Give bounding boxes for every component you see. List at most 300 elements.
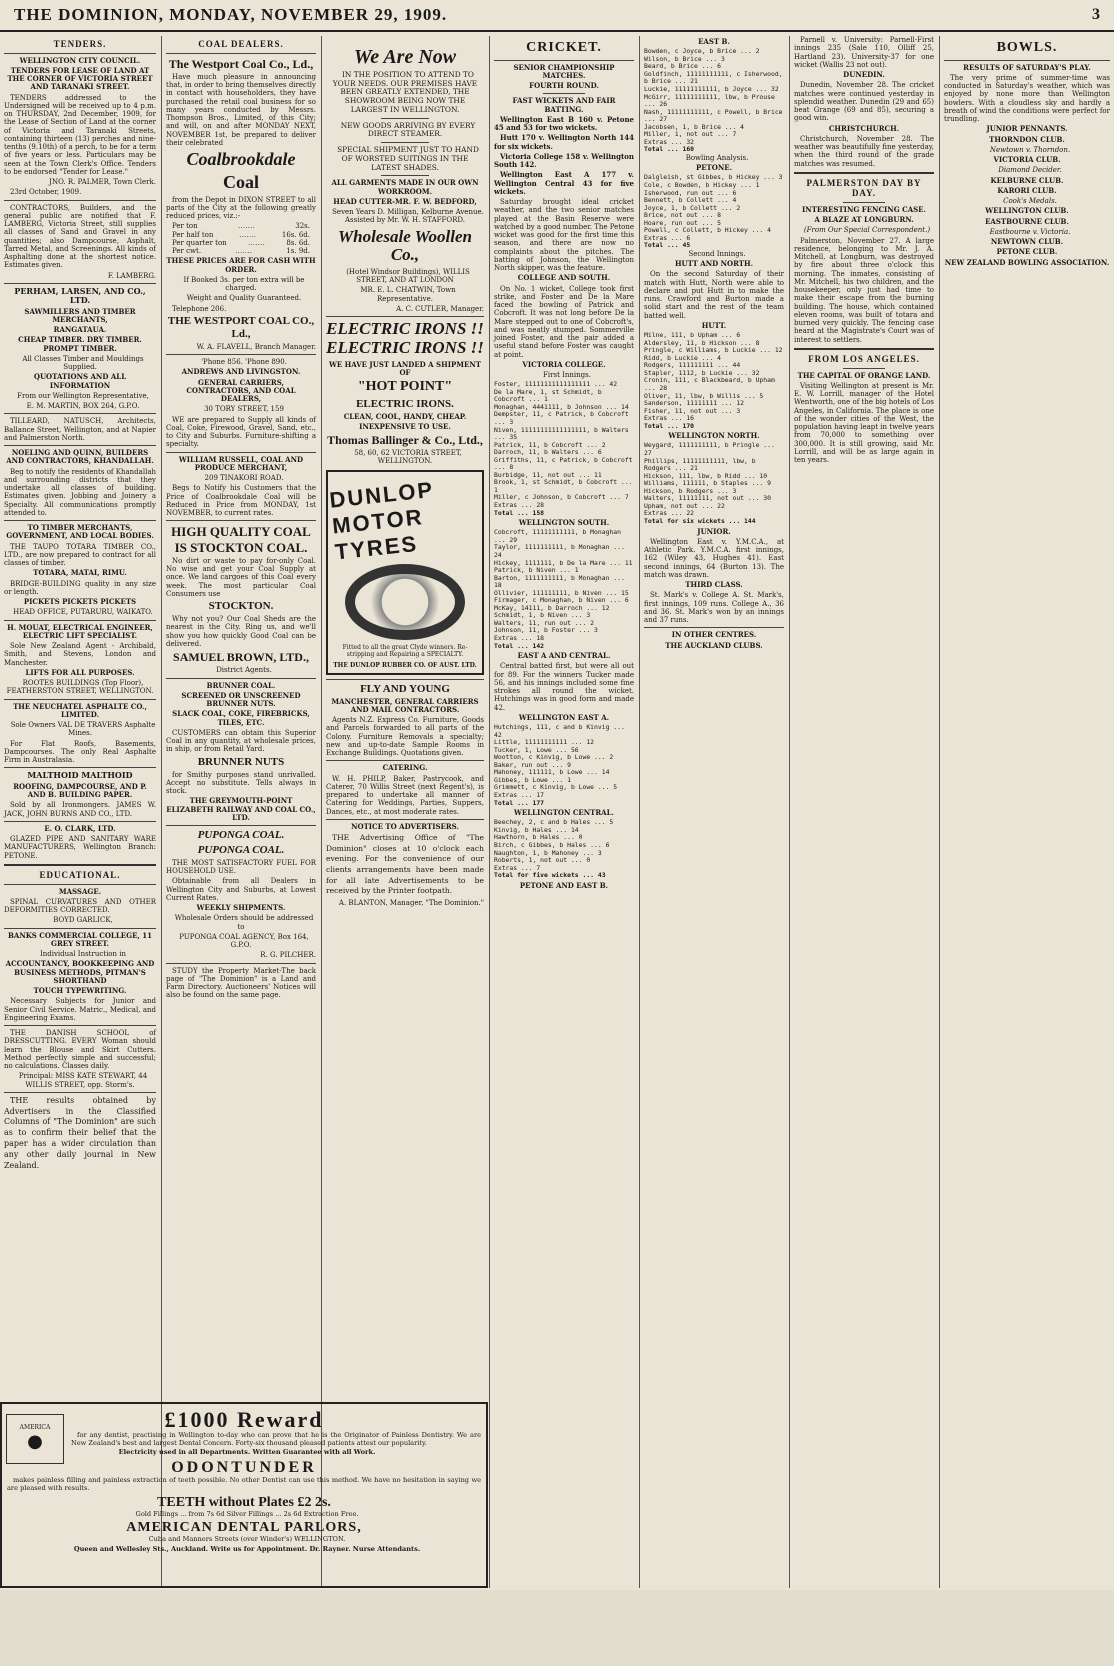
batting-row: Grimmett, c Kinvig, b Lowe ... 5 xyxy=(494,783,618,792)
page-bottom-margin xyxy=(0,1590,1114,1666)
council-heading: WELLINGTON CITY COUNCIL. xyxy=(19,55,141,65)
andrews-addr: 30 TORY STREET, 159 xyxy=(204,405,284,414)
victoria-club: VICTORIA CLUB. xyxy=(993,155,1061,165)
batting-row: Barton, 1111111111, b Monaghan ... 18 xyxy=(494,573,625,590)
hutt-north-heading: HUTT AND NORTH. xyxy=(674,259,754,269)
dunlop-caption: Fitted to all the great Clyde winners. Re-stripping and Repairing a SPECIALTY. xyxy=(342,643,468,658)
column-cricket xyxy=(490,36,638,1588)
masthead xyxy=(0,0,1114,32)
ballinger-title: Thomas Ballinger & Co., Ltd., xyxy=(327,433,483,448)
batting-row: Cole, c Bowden, b Hickey ... 1 xyxy=(644,180,760,189)
to-timber: TO TIMBER MERCHANTS, GOVERNMENT, AND LOCAL BODIES. xyxy=(6,523,154,541)
dressmaking-sign: Principal: MISS KATE STEWART, 44 WILLIS STREET, opp. Storm's. xyxy=(18,1072,148,1089)
batting-row: Brice, not out ... 8 xyxy=(644,211,721,220)
batting-row: Griffiths, 11, c Patrick, b Cobcroft ... 8 xyxy=(494,455,633,472)
spinal-body: SPINAL CURVATURES AND OTHER DEFORMITIES CORRECTED. xyxy=(4,897,156,915)
hot-point: "HOT POINT" xyxy=(357,379,453,395)
massage-heading: MASSAGE. xyxy=(58,886,102,896)
batting-row: Mahoney, 111111, b Lowe ... 14 xyxy=(494,768,610,777)
westport2-manager: W. A. FLAVELL, Branch Manager. xyxy=(196,342,316,351)
wellington-club: WELLINGTON CLUB. xyxy=(985,206,1069,216)
hutt-north-body: On the second Saturday of their match with Hutt, North were able to declare and put Hutt in to make the runs. Crawford and Burton made a solid start and the rest of the team batted well. xyxy=(644,270,784,320)
batting-row: Cronin, 111, c Blackbeard, b Upham ... 28 xyxy=(644,376,775,392)
kelburne-club: KELBURNE CLUB. xyxy=(990,175,1064,185)
east-central-heading: EAST A AND CENTRAL. xyxy=(517,651,611,661)
lease-body: TENDERS addressed to the Undersigned will be received up to 4 p.m. on THURSDAY, 2nd December, 1909, for the Lease of Section of Land at the corner of Victoria and Taranaki Streets, containing thirteen (13) perches and nine-tenths (9.10th) of a perch, to be for a term of five years or less. Particulars may be seen at the Town Clerk's Office. Tenders to be endorsed "Tender for Lease." xyxy=(4,93,156,176)
sawmillers-heading: SAWMILLERS AND TIMBER MERCHANTS, xyxy=(24,306,136,324)
touch-body: Necessary Subjects for Junior and Senior Civil Service. Matric., Medical, and Engineering Exams. xyxy=(4,997,156,1022)
pickets: PICKETS PICKETS PICKETS xyxy=(23,597,137,607)
batting-row: Taylor, 1111111111, b Monaghan ... 24 xyxy=(494,543,625,559)
dunedin-body: Dunedin, November 28. The cricket matches were continued yesterday in splendid weather. Dunedin (29 and 65) beat Grange (69 and 85), securing a good win. xyxy=(794,81,934,123)
special-shipment: SPECIAL SHIPMENT JUST TO HAND OF WORSTED SUITINGS IN THE LATEST SHADES. xyxy=(337,145,479,172)
blaze-heading: A BLAZE AT LONGBURN. xyxy=(814,215,914,225)
all-classes: All Classes Timber and Mouldings Supplied. xyxy=(22,354,144,372)
quotations-rep: E. M. MARTIN, BOX 264, G.P.O. xyxy=(26,402,140,411)
rangataua: RANGATAUA. xyxy=(53,325,107,335)
batting-row: Powell, c Collett, b Hickey ... 4 xyxy=(644,226,771,235)
la-body: Visiting Wellington at present is Mr. E. W. Lorrill, manager of the Hotel Wentworth, one of the big hotels of Los Angeles, in California. The place is one of the wonder cities of the West, the population having leapt in twelve years from 70,000 to something over 300,000. It is still growing, said Mr. Lorrill, and will be as large again in ten years. xyxy=(794,381,934,465)
electric-irons-title: ELECTRIC IRONS !! ELECTRIC IRONS !! xyxy=(326,319,484,357)
score-summary: Hutt 170 v. Wellington North 144 for six wickets. xyxy=(494,133,634,151)
batting-row: Beechey, 2, c and b Hales ... 5 xyxy=(494,818,614,827)
accountancy: ACCOUNTANCY, BOOKKEEPING AND BUSINESS METHODS, PITMAN'S SHORTHAND xyxy=(5,959,155,985)
newtown-club: NEWTOWN CLUB. xyxy=(990,237,1064,247)
taupo-sign: HEAD OFFICE, PUTARURU, WAIKATO. xyxy=(13,608,153,617)
batting-row: Extras ... 28 xyxy=(494,501,545,510)
coal-title: Coal xyxy=(223,171,259,192)
puponga-agency: PUPONGA COAL AGENCY, Box 164, G.P.O. xyxy=(179,932,309,950)
andrews-sub: GENERAL CARRIERS, CONTRACTORS, AND COAL DEALERS, xyxy=(186,377,296,404)
coalbrookdale-title: Coalbrookdale xyxy=(186,149,296,170)
batting-row: Oliver, 11, lbw, b Willis ... 5 xyxy=(644,391,764,400)
wholesale-woollen-title: Wholesale Woollen Co., xyxy=(338,226,472,265)
batting-row: Walters, 11, run out ... 2 xyxy=(494,618,595,627)
batting-row: Hickson, 111, lbw, b Ridd ... 10 xyxy=(644,471,768,480)
spinal-sign: BOYD GARLICK, xyxy=(53,916,113,925)
batting-row: Extras ... 7 xyxy=(494,863,541,872)
fast-wickets: FAST WICKETS AND FAIR BATTING. xyxy=(512,96,616,114)
batting-card xyxy=(494,819,634,879)
price-row: Per cwt. ....... 1s. 9d. xyxy=(172,247,310,256)
batting-total: Total for six wickets ... 144 xyxy=(644,516,756,525)
ballinger-addr: 58, 60, 62 VICTORIA STREET, WELLINGTON. xyxy=(354,449,462,466)
reward-line1: for any dentist, practising in Wellington to-day who can prove that he is the Originator of Painless Dentistry. We are New Zealand's best and largest Dental Concern. Forty-six thousand pleased patients attest our popularity. xyxy=(71,1431,481,1447)
electric-irons: ELECTRIC IRONS. xyxy=(356,397,454,410)
batting-row: Birch, c Gibbes, b Hales ... 6 xyxy=(494,841,610,850)
bridge-body: BRIDGE-BUILDING quality in any size or length. xyxy=(4,579,156,596)
high-quality-body: No dirt or waste to pay for-only Coal. No wise and get your Coal Supply at once. We land cargoes of this Coal every week. The most particular Coal Consumers use xyxy=(166,556,316,598)
america-badge xyxy=(6,1414,64,1464)
palm-from: (From Our Special Correspondent.) xyxy=(803,226,931,235)
college-south-body: On No. 1 wicket, College took first strike, and Foster and De la Mare faced the bowling of Patrick and Cobcroft. It was not long before De la Mare stepped out to one of Cobcroft's, and was neatly stumped. Sommerville joined Foster, and the pair added a useful stand before Foster was caught at point. xyxy=(494,284,634,359)
westport-title: The Westport Coal Co., Ld., xyxy=(168,56,314,71)
bowling-analysis: Bowling Analysis. xyxy=(685,153,749,162)
american-addr: Cuba and Manners Streets (over Winder's) WELLINGTON. xyxy=(148,1535,346,1544)
dunlop-company: THE DUNLOP RUBBER CO. OF AUST. LTD. xyxy=(333,661,477,669)
newtown-thorndon: Newtown v. Thorndon. xyxy=(989,145,1071,154)
batting-row: Hickey, 1111111, b De la Mare ... 11 xyxy=(494,558,633,567)
batting-total: Total ... 160 xyxy=(644,145,695,154)
third-class-body: St. Mark's v. College A. St. Mark's, first innings, 109 runs. College A., 36 and 36. St. Mark's won by an innings and 37 runs. xyxy=(644,591,784,624)
batting-row: Joyce, 1, b Collett ... 2 xyxy=(644,203,741,212)
eastbourne-club: EASTBOURNE CLUB. xyxy=(985,216,1069,226)
batting-row: McGirr, 11111111111, lbw, b Prouse ... 26 xyxy=(644,92,775,109)
batting-row: Extras ... 32 xyxy=(644,137,695,146)
telephone: Telephone 206. xyxy=(172,304,227,313)
fly-body: Agents N.Z. Express Co. Furniture, Goods and Parcels forwarded to all parts of the Colony. Furniture Removals a specialty; new and up-to-date Sample Rooms in Exchange Buildings. Quotations given. xyxy=(326,716,484,758)
diamond-decider: Diamond Decider. xyxy=(998,166,1062,175)
taupo-body: THE TAUPO TOTARA TIMBER CO., LTD., are now prepared to contract for all classes of timber. xyxy=(4,542,156,568)
russell-title: WILLIAM RUSSELL, COAL AND PRODUCE MERCHANT, xyxy=(178,454,304,472)
score-summary: Victoria College 158 v. Wellington South 142. xyxy=(494,151,634,170)
batting-row: Schmidt, 1, b Niven ... 3 xyxy=(494,611,591,620)
tyre-icon xyxy=(345,564,465,640)
puponga-title-2: PUPONGA COAL. xyxy=(197,844,285,857)
junior-pennants: JUNIOR PENNANTS. xyxy=(986,124,1068,134)
price-row: Per quarter ton ....... 8s. 6d. xyxy=(172,238,310,247)
puponga-title: PUPONGA COAL. xyxy=(197,829,285,842)
brunner-coal: BRUNNER COAL. xyxy=(206,680,276,690)
batting-row: Goldfinch, 11111111111, c Isherwood, b Brice ... 21 xyxy=(644,69,783,86)
section-heading-cricket: CRICKET. xyxy=(526,40,602,55)
batting-row: Milne, 111, b Upham ... 6 xyxy=(644,331,741,340)
column-bowls xyxy=(940,36,1114,1588)
batting-card xyxy=(644,332,784,430)
contractors-sign: F. LAMBERG. xyxy=(107,271,156,280)
batting-total: Total ... 170 xyxy=(644,421,695,430)
eastbourne-victoria: Eastbourne v. Victoria. xyxy=(989,227,1071,236)
score-summary: Wellington East B 160 v. Petone 45 and 53 for two wickets. xyxy=(494,114,634,133)
score-summary: Wellington East A 177 v. Wellington Central 43 for five wickets. xyxy=(494,170,634,196)
batting-total: Total ... 158 xyxy=(494,508,545,517)
section-heading-coal: COAL DEALERS. xyxy=(198,39,284,49)
brunner-nuts-body: for Smithy purposes stand unrivalled. Accept no substitute. Tells always in stock. xyxy=(166,770,316,796)
new-goods: NEW GOODS ARRIVING BY EVERY DIRECT STEAMER. xyxy=(340,120,476,139)
clean-cool: CLEAN, COOL, HANDY, CHEAP. xyxy=(343,411,467,421)
batting-row: De la Mare, 1, st Schmidt, b Cobcroft ... 1 xyxy=(494,387,602,404)
wea-heading: WELLINGTON EAST A. xyxy=(518,712,610,722)
batting-row: Bowden, c Joyce, b Brice ... 2 xyxy=(644,47,760,56)
results-body: The very prime of summer-time was conducted in Saturday's weather, which was enjoyed by none more than Wellington bowlers. With a cloudless sky and hardly a breath of wind the conditions were perfect for trundling. xyxy=(944,73,1110,124)
glazed-body: GLAZED PIPE AND SANITARY WARE MANUFACTURERS, Wellington Branch: PETONE. xyxy=(4,835,156,860)
lease-date: 23rd October, 1909. xyxy=(10,188,82,197)
petone-heading: PETONE. xyxy=(695,163,733,173)
batting-card xyxy=(644,48,784,154)
petone-east-heading: PETONE AND EAST B. xyxy=(519,880,609,890)
weekly-shipments: WEEKLY SHIPMENTS. xyxy=(196,903,286,913)
newspaper-title: THE DOMINION, MONDAY, NOVEMBER 29, 1909. xyxy=(14,5,448,24)
batting-row: Williams, 111111, b Staples ... 9 xyxy=(644,479,771,488)
batting-row: McKay, 14111, b Darroch ... 12 xyxy=(494,603,610,612)
column-ads xyxy=(322,36,488,1400)
dental-reward-ad xyxy=(0,1402,488,1588)
touch-typewriting: TOUCH TYPEWRITING. xyxy=(33,986,127,996)
batting-row: Johnson, 11, b Foster ... 3 xyxy=(494,626,598,635)
noeling-heading: NOELING AND QUINN, BUILDERS AND CONTRACTORS, KHANDALLAH. xyxy=(6,448,154,466)
stockton-title: STOCKTON. xyxy=(208,600,274,613)
head-cutter: HEAD CUTTER-MR. F. W. BEDFORD, xyxy=(333,196,477,206)
section-heading-tenders: TENDERS. xyxy=(53,39,107,49)
palmerston-body: Palmerston, November 27. A large residence, belonging to Mr. J. A. Mitchell, at Longburn, was destroyed by fire about three o'clock this morning. The inmates, consisting of Mr. Mitchell, his two children, and the housekeeper, only just had time to make their escape from the burning building. The house, which contained eleven rooms, was built of totara and burned very quickly. The fencing case heard at the Magistrate's Court was of interest to settlers. xyxy=(794,236,934,344)
junior-heading: JUNIOR. xyxy=(697,526,731,536)
puponga-dealers: Obtainable from all Dealers in Wellington City and Suburbs, at Lowest Current Rates. xyxy=(166,877,316,902)
batting-row: Hickson, b Rodgers ... 3 xyxy=(644,486,737,495)
america-label: AMERICA xyxy=(19,1424,51,1432)
east-b-heading: EAST B. xyxy=(698,37,730,46)
wc-heading: WELLINGTON CENTRAL. xyxy=(514,808,614,818)
perham-heading: PERHAM, LARSEN, AND CO., LTD. xyxy=(14,285,146,306)
batting-row: Firmager, c Monaghan, b Niven ... 6 xyxy=(494,596,629,605)
notice-body: THE Advertising Office of "The Dominion" closes at 10 o'clock each evening. For the convenience of our clients arrangements have been made for all late Advertisements to be received by the Printer footpath. xyxy=(326,833,484,896)
quotations-from: From our Wellington Representative, xyxy=(17,391,149,400)
palmerston-heading: PALMERSTON DAY BY DAY. xyxy=(806,177,922,199)
american-dental-title: AMERICAN DENTAL PARLORS, xyxy=(126,1520,362,1536)
dunedin-heading: DUNEDIN. xyxy=(843,70,885,79)
quotations: QUOTATIONS AND ALL INFORMATION xyxy=(33,372,127,390)
batting-row: Extras ... 17 xyxy=(494,791,545,800)
malthoid-sub: ROOFING, DAMPCOURSE, AND P. AND B. BUILDING PAPER. xyxy=(13,781,147,800)
andrews-body: WE are prepared to Supply all kinds of Coal, Coke, Firewood, Gravel, Sand, etc., to City and Suburbs. Furniture-shifting a specialty. xyxy=(166,415,316,449)
chatwin: MR. E. L. CHATWIN, Town Representative. xyxy=(360,286,456,303)
mouat-heading: H. MOUAT, ELECTRICAL ENGINEER, ELECTRIC LIFT SPECIALIST. xyxy=(7,622,153,640)
we-are-now-title: We Are Now xyxy=(353,46,457,68)
westport2-title: THE WESTPORT COAL CO., Ld., xyxy=(167,314,315,340)
fly-young-title: FLY AND YOUNG xyxy=(360,682,450,695)
batting-card xyxy=(644,174,784,249)
price-row: Per half ton ....... 16s. 6d. xyxy=(172,230,310,239)
college-south-heading: COLLEGE AND SOUTH. xyxy=(517,273,611,283)
batting-row: Foster, 11111111111111111 ... 42 xyxy=(494,380,618,389)
karori-club: KARORI CLUB. xyxy=(997,185,1057,195)
batting-row: Beard, b Brice ... 6 xyxy=(644,62,721,71)
puponga-body: THE MOST SATISFACTORY FUEL FOR HOUSEHOLD USE. xyxy=(166,858,316,876)
batting-row: Stapler, 1112, b Luckie ... 32 xyxy=(644,368,760,377)
vc-heading: VICTORIA COLLEGE. xyxy=(522,359,606,369)
weight-note: Weight and Quality Guaranteed. xyxy=(186,294,302,303)
batting-total: Total ... 177 xyxy=(494,798,545,807)
page-number: 3 xyxy=(1092,6,1100,23)
fillings-prices: Gold Fillings ... from 7s 6d Silver Fillings ... 2s 6d Extraction Free. xyxy=(135,1509,359,1518)
mouat-body: Sole New Zealand Agent - Archibald, Smith, and Stevens, London and Manchester. xyxy=(4,642,156,667)
batting-card xyxy=(494,529,634,650)
senior-heading: SENIOR CHAMPIONSHIP MATCHES. xyxy=(513,62,615,80)
batting-row: Jacobsen, 1, b Brice ... 4 xyxy=(644,122,745,131)
rootes: ROOTES BUILDINGS (Top Floor), FEATHERSTON STREET, WELLINGTON. xyxy=(6,679,154,696)
batting-row: Upham, not out ... 22 xyxy=(644,501,725,510)
section-heading-bowls: BOWLS. xyxy=(996,40,1058,55)
neuchatel-body: For Flat Roofs, Basements, Dampcourses. The only Real Asphalte Firm in Australasia. xyxy=(4,739,156,765)
noeling-body: Beg to notify the residents of Khandallah and surrounding districts that they undertake all classes of building. Estimates given. Jobbing and Joinery a Specialty. All communications promptly attended to. xyxy=(4,467,156,517)
lease-sign: JNO. R. PALMER, Town Clerk. xyxy=(49,178,156,187)
wn-heading: WELLINGTON NORTH. xyxy=(668,431,760,441)
batting-row: Burbidge, 11, not out ... 11 xyxy=(494,470,602,479)
price-row: Per ton ....... 32s. xyxy=(172,222,310,231)
batting-row: Bennett, b Collett ... 4 xyxy=(644,196,737,205)
auckland-clubs-heading: THE AUCKLAND CLUBS. xyxy=(665,640,763,650)
batting-row: Gibbes, b Lowe ... 1 xyxy=(494,775,571,784)
batting-row: Tucker, 1, Lowe ... 56 xyxy=(494,745,579,754)
column-news xyxy=(790,36,938,1588)
batting-row: Miller, c Johnson, b Cobcroft ... 7 xyxy=(494,493,629,502)
batting-row: Monaghan, 4441111, b Johnson ... 14 xyxy=(494,402,629,411)
andrews-phones: 'Phone 856. 'Phone 890. xyxy=(201,358,287,367)
batting-row: Miller, 1, not out ... 7 xyxy=(644,130,737,139)
reward-title: £1000 Reward xyxy=(164,1407,324,1432)
petone-club: PETONE CLUB. xyxy=(996,247,1058,257)
batting-row: Fisher, 11, not out ... 3 xyxy=(644,406,741,415)
batting-row: Kinvig, b Hales ... 14 xyxy=(494,825,579,834)
banks-heading: BANKS COMMERCIAL COLLEGE, 11 GREY STREET. xyxy=(7,930,153,948)
screened: SCREENED OR UNSCREENED BRUNNER NUTS. xyxy=(181,690,301,709)
ws-heading: WELLINGTON SOUTH. xyxy=(518,518,610,528)
individual: Individual Instruction in xyxy=(39,950,126,959)
batting-row: Hoare, run out ... 5 xyxy=(644,218,721,227)
batting-row: Walters, 11111111, not out ... 30 xyxy=(644,494,771,503)
cricket-report: Saturday brought ideal cricket weather, and the two senior matches played at the Basin Reserve were watched by a good number. The Petone wicket was good for the first time this season, and there are now no complaints about the pitches. The batting of Johnson, the Wellington North skipper, was the feature. xyxy=(494,198,634,273)
samuel-brown: SAMUEL BROWN, LTD., xyxy=(173,650,309,665)
inexpensive: INEXPENSIVE TO USE. xyxy=(359,421,451,431)
prices-note: THESE PRICES ARE FOR CASH WITH ORDER. xyxy=(166,256,316,274)
batting-row: Hawthorn, b Hales ... 0 xyxy=(494,833,583,842)
notice-heading: NOTICE TO ADVERTISERS. xyxy=(351,821,459,831)
neuchatel-heading: THE NEUCHATEL ASPHALTE CO., LIMITED. xyxy=(13,701,147,719)
dunlop-ad xyxy=(326,470,484,675)
third-class-heading: THIRD CLASS. xyxy=(685,580,743,589)
batting-row: Cobcroft, 11111111111, b Monaghan ... 29 xyxy=(494,528,621,544)
batting-row: Dalgleish, st Gibbes, b Hickey ... 3 xyxy=(644,173,783,182)
just-landed: WE HAVE JUST LANDED A SHIPMENT OF xyxy=(329,359,481,377)
batting-row: Brook, 1, st Schmidt, b Cobcroft ... 1 xyxy=(494,478,633,494)
junior-body: Wellington East v. Y.M.C.A., at Athletic Park. Y.M.C.A. first innings, 162 (Wiley 43, Hughes 41). East second innings, 64 (Burton 13). The match was drawn. xyxy=(644,537,784,579)
batting-row: Niven, 11111111111111111, b Walters ... 35 xyxy=(494,425,629,442)
fly-sub: MANCHESTER, GENERAL CARRIERS AND MAIL CONTRACTORS. xyxy=(331,696,479,714)
puponga-sign: R. G. PILCHER. xyxy=(260,951,316,960)
hutt-heading: HUTT. xyxy=(701,320,727,330)
batting-row: Hutchings, 111, c and b Kinvig ... 42 xyxy=(494,723,625,739)
other-centres-heading: IN OTHER CENTRES. xyxy=(671,630,757,640)
slack: SLACK COAL, COKE, FIREBRICKS, TILES, ETC. xyxy=(172,709,310,727)
first-innings: First Innings. xyxy=(543,371,591,380)
malthoid-body: Sold by all Ironmongers. JAMES W. JACK, JOHN BURNS AND CO., LTD. xyxy=(4,801,156,818)
high-quality-title: HIGH QUALITY COAL IS STOCKTON COAL. xyxy=(171,524,311,555)
cooks-medals: Cook's Medals. xyxy=(1003,197,1057,206)
batting-row: Patrick, b Niven ... 1 xyxy=(494,566,579,575)
fencing-heading: INTERESTING FENCING CASE. xyxy=(802,204,926,214)
andrews-title: ANDREWS AND LIVINGSTON. xyxy=(181,367,301,377)
batting-row: Extras ... 6 xyxy=(644,233,691,242)
price-list xyxy=(172,222,310,255)
batting-total: Total ... 142 xyxy=(494,641,545,650)
blanton-sign: A. BLANTON, Manager, "The Dominion." xyxy=(338,898,484,907)
batting-card xyxy=(494,724,634,807)
garments: ALL GARMENTS MADE IN OUR OWN WORKROOM. xyxy=(331,178,479,196)
parnell-result: Parnell v. University: Parnell-First innings 235 (Sale 110, Olliff 25, Hartland 23). University-37 for one wicket (Wallis 23 not out). xyxy=(794,36,934,69)
russell-addr: 209 TINAKORI ROAD. xyxy=(204,474,284,483)
batting-row: Roberts, 1, not out ... 0 xyxy=(494,856,591,865)
batting-row: Weygard, 1111111111, b Pringle ... 27 xyxy=(644,441,775,458)
lease-heading: TENDERS FOR LEASE OF LAND AT THE CORNER OF VICTORIA STREET AND TARANAKI STREET. xyxy=(7,65,153,92)
american-branch: Queen and Wellesley Sts., Auckland. Write us for Appointment. Dr. Rayner. Nurse Attendants. xyxy=(73,1544,421,1553)
nz-bowling-association: NEW ZEALAND BOWLING ASSOCIATION. xyxy=(944,257,1110,267)
column-cricket-2 xyxy=(640,36,788,1588)
batting-total: Total ... 45 xyxy=(644,241,691,250)
greymouth: THE GREYMOUTH-POINT ELIZABETH RAILWAY AND COAL CO., LTD. xyxy=(166,796,316,822)
batting-row: Extras ... 22 xyxy=(644,509,695,518)
batting-row: Wilson, b Brice ... 3 xyxy=(644,54,725,63)
batting-row: Wootton, c Kinvig, b Lowe ... 2 xyxy=(494,753,614,762)
orange-heading: THE CAPITAL OF ORANGE LAND. xyxy=(797,370,931,380)
column-coal xyxy=(162,36,320,1400)
dressmaking-body: THE DANISH SCHOOL of DRESSCUTTING. EVERY Woman should learn the Blouse and Skirt Cutters. Method perfectly simple and successful; no calculations. Classes daily. xyxy=(4,1029,156,1071)
teeth-price: TEETH without Plates £2 2s. xyxy=(157,1494,331,1510)
totara: TOTARA, MATAI, RIMU. xyxy=(33,568,127,578)
round-heading: FOURTH ROUND. xyxy=(529,81,599,91)
dunlop-logo: DUNLOP MOTOR TYRES xyxy=(328,476,435,565)
reward-line2: Electricity used in all Departments. Written Guarantee with all Work. xyxy=(118,1448,376,1457)
study-notice: STUDY the Property Market-The back page of "The Dominion" is a Land and Farm Directory. Auctioneers' Notices will also be found on the same page. xyxy=(166,966,316,1000)
batting-total: Total for five wickets ... 43 xyxy=(494,871,606,880)
woollen-sub: (Hotel Windsor Buildings), WILLIS STREET, AND AT LONDON xyxy=(346,267,470,285)
batting-row: Ridd, b Luckie ... 4 xyxy=(644,353,721,362)
second-innings: Second Innings. xyxy=(688,249,746,258)
batting-row: Dempster, 11, c Patrick, b Cobcroft ... 3 xyxy=(494,410,629,426)
odontunder-title: ODONTUNDER xyxy=(171,1459,317,1477)
cutter-body: Seven Years D. Milligan, Kelburne Avenue. Assisted by Mr. W. H. STAFFORD. xyxy=(332,208,484,225)
batting-row: Extras ... 18 xyxy=(494,634,545,643)
wholesale-orders: Wholesale Orders should be addressed to xyxy=(174,914,314,931)
section-heading-educational: EDUCATIONAL. xyxy=(39,869,121,880)
batting-row: Sanderson, 11111111 ... 12 xyxy=(644,399,745,408)
christchurch-heading: CHRISTCHURCH. xyxy=(828,123,900,133)
batting-row: Extras ... 16 xyxy=(644,414,695,423)
from-la-heading: FROM LOS ANGELES. xyxy=(808,353,920,364)
batting-row: Aldersley, 11, b Hickson ... 8 xyxy=(644,338,760,347)
neuchatel-agents: Sole Owners VAL DE TRAVERS Asphalte Mines. xyxy=(10,721,156,738)
malthoid-heading: MALTHOID MALTHOID xyxy=(27,770,133,781)
batting-row: Ollivier, 111111111, b Niven ... 15 xyxy=(494,588,629,597)
catering-heading: CATERING. xyxy=(382,763,428,773)
east-central-body: Central batted first, but were all out for 89. For the winners Tucker made 56, and his innings included some fine strokes all round the wicket. Hutchings was in good form and made 42. xyxy=(494,662,634,712)
lifts: LIFTS FOR ALL PURPOSES. xyxy=(25,667,135,677)
westport-body: Have much pleasure in announcing that, in order to bring themselves directly in contact with householders, they have purchased the retail coal business for so many years conducted by Messrs. Thompson Bros., Limited, of this City; and will, on and after MONDAY NEXT, NOVEMBER 1st, be prepared to deliver their celebrated xyxy=(166,72,316,147)
tilleard-ad: TILLEARD, NATUSCH, Architects, Ballance Street, Wellington, and at Napier and Palmerston North. xyxy=(4,417,156,442)
results-notice: THE results obtained by Advertisers in the Classified Columns of "The Dominion" are such as to confirm their belief that the paper has a wider circulation than any other daily journal in New Zealand. xyxy=(4,1095,156,1170)
batting-row: Pringle, c Williams, b Luckie ... 12 xyxy=(644,346,783,355)
results-heading: RESULTS OF SATURDAY'S PLAY. xyxy=(963,62,1091,72)
batting-row: Little, 11111111111 ... 12 xyxy=(494,738,595,747)
batting-row: Phillips, 11111111111, lbw, b Rodgers ... 21 xyxy=(644,456,756,473)
samuel-sub: District Agents. xyxy=(216,666,272,675)
batting-row: Baker, run out ... 9 xyxy=(494,760,571,769)
batting-card xyxy=(494,381,634,517)
depot-body: from the Depot in DIXON STREET to all parts of the City at the following greatly reduced prices, viz.:- xyxy=(166,195,316,221)
cheap-timber: CHEAP TIMBER. DRY TIMBER. PROMPT TIMBER. xyxy=(18,335,142,353)
batting-row: Darroch, 11, b Walters ... 6 xyxy=(494,448,602,457)
cutler: A. C. CUTLER, Manager. xyxy=(396,304,484,313)
reward-line3: makes painless filling and painless extraction of teeth possible. No other Dentist can use this method. We have no hesitation in saying we are pleased with results. xyxy=(7,1476,481,1492)
customers-body: CUSTOMERS can obtain this Superior Coal in any quantity, at wholesale prices, in ship, or from Retail Yard. xyxy=(166,728,316,754)
russell-body: Begs to Notify his Customers that the Price of Coalbrookdale Coal will be Reduced in Price from MONDAY, 1st NOVEMBER, to current rates. xyxy=(166,484,316,518)
batting-row: Naughton, 1, b Mahoney ... 3 xyxy=(494,848,602,857)
batting-card xyxy=(644,442,784,525)
catering-body: W. H. PHILP, Baker, Pastrycook, and Caterer, 70 Willis Street (next Regent's), is prepared to undertake all manner of Catering for Weddings, Parties, Suppers, Dances, etc., at most moderate rates. xyxy=(326,774,484,816)
clark-heading: E. O. CLARK, LTD. xyxy=(44,823,116,833)
thorndon-club: THORNDON CLUB. xyxy=(989,134,1065,144)
batting-row: Rodgers, 111111111 ... 44 xyxy=(644,361,741,370)
contractors-ad: CONTRACTORS, Builders, and the general public are notified that F. LAMBERG, Victoria Street, still supplies all classes of Sand and Gravel in any quantities; also Dampcourse, Asphalt, Tarred Metal, and Screenings. All kinds of Asphalting done at the shortest notice. Estimates given. xyxy=(4,203,156,270)
column-tenders xyxy=(0,36,160,1400)
